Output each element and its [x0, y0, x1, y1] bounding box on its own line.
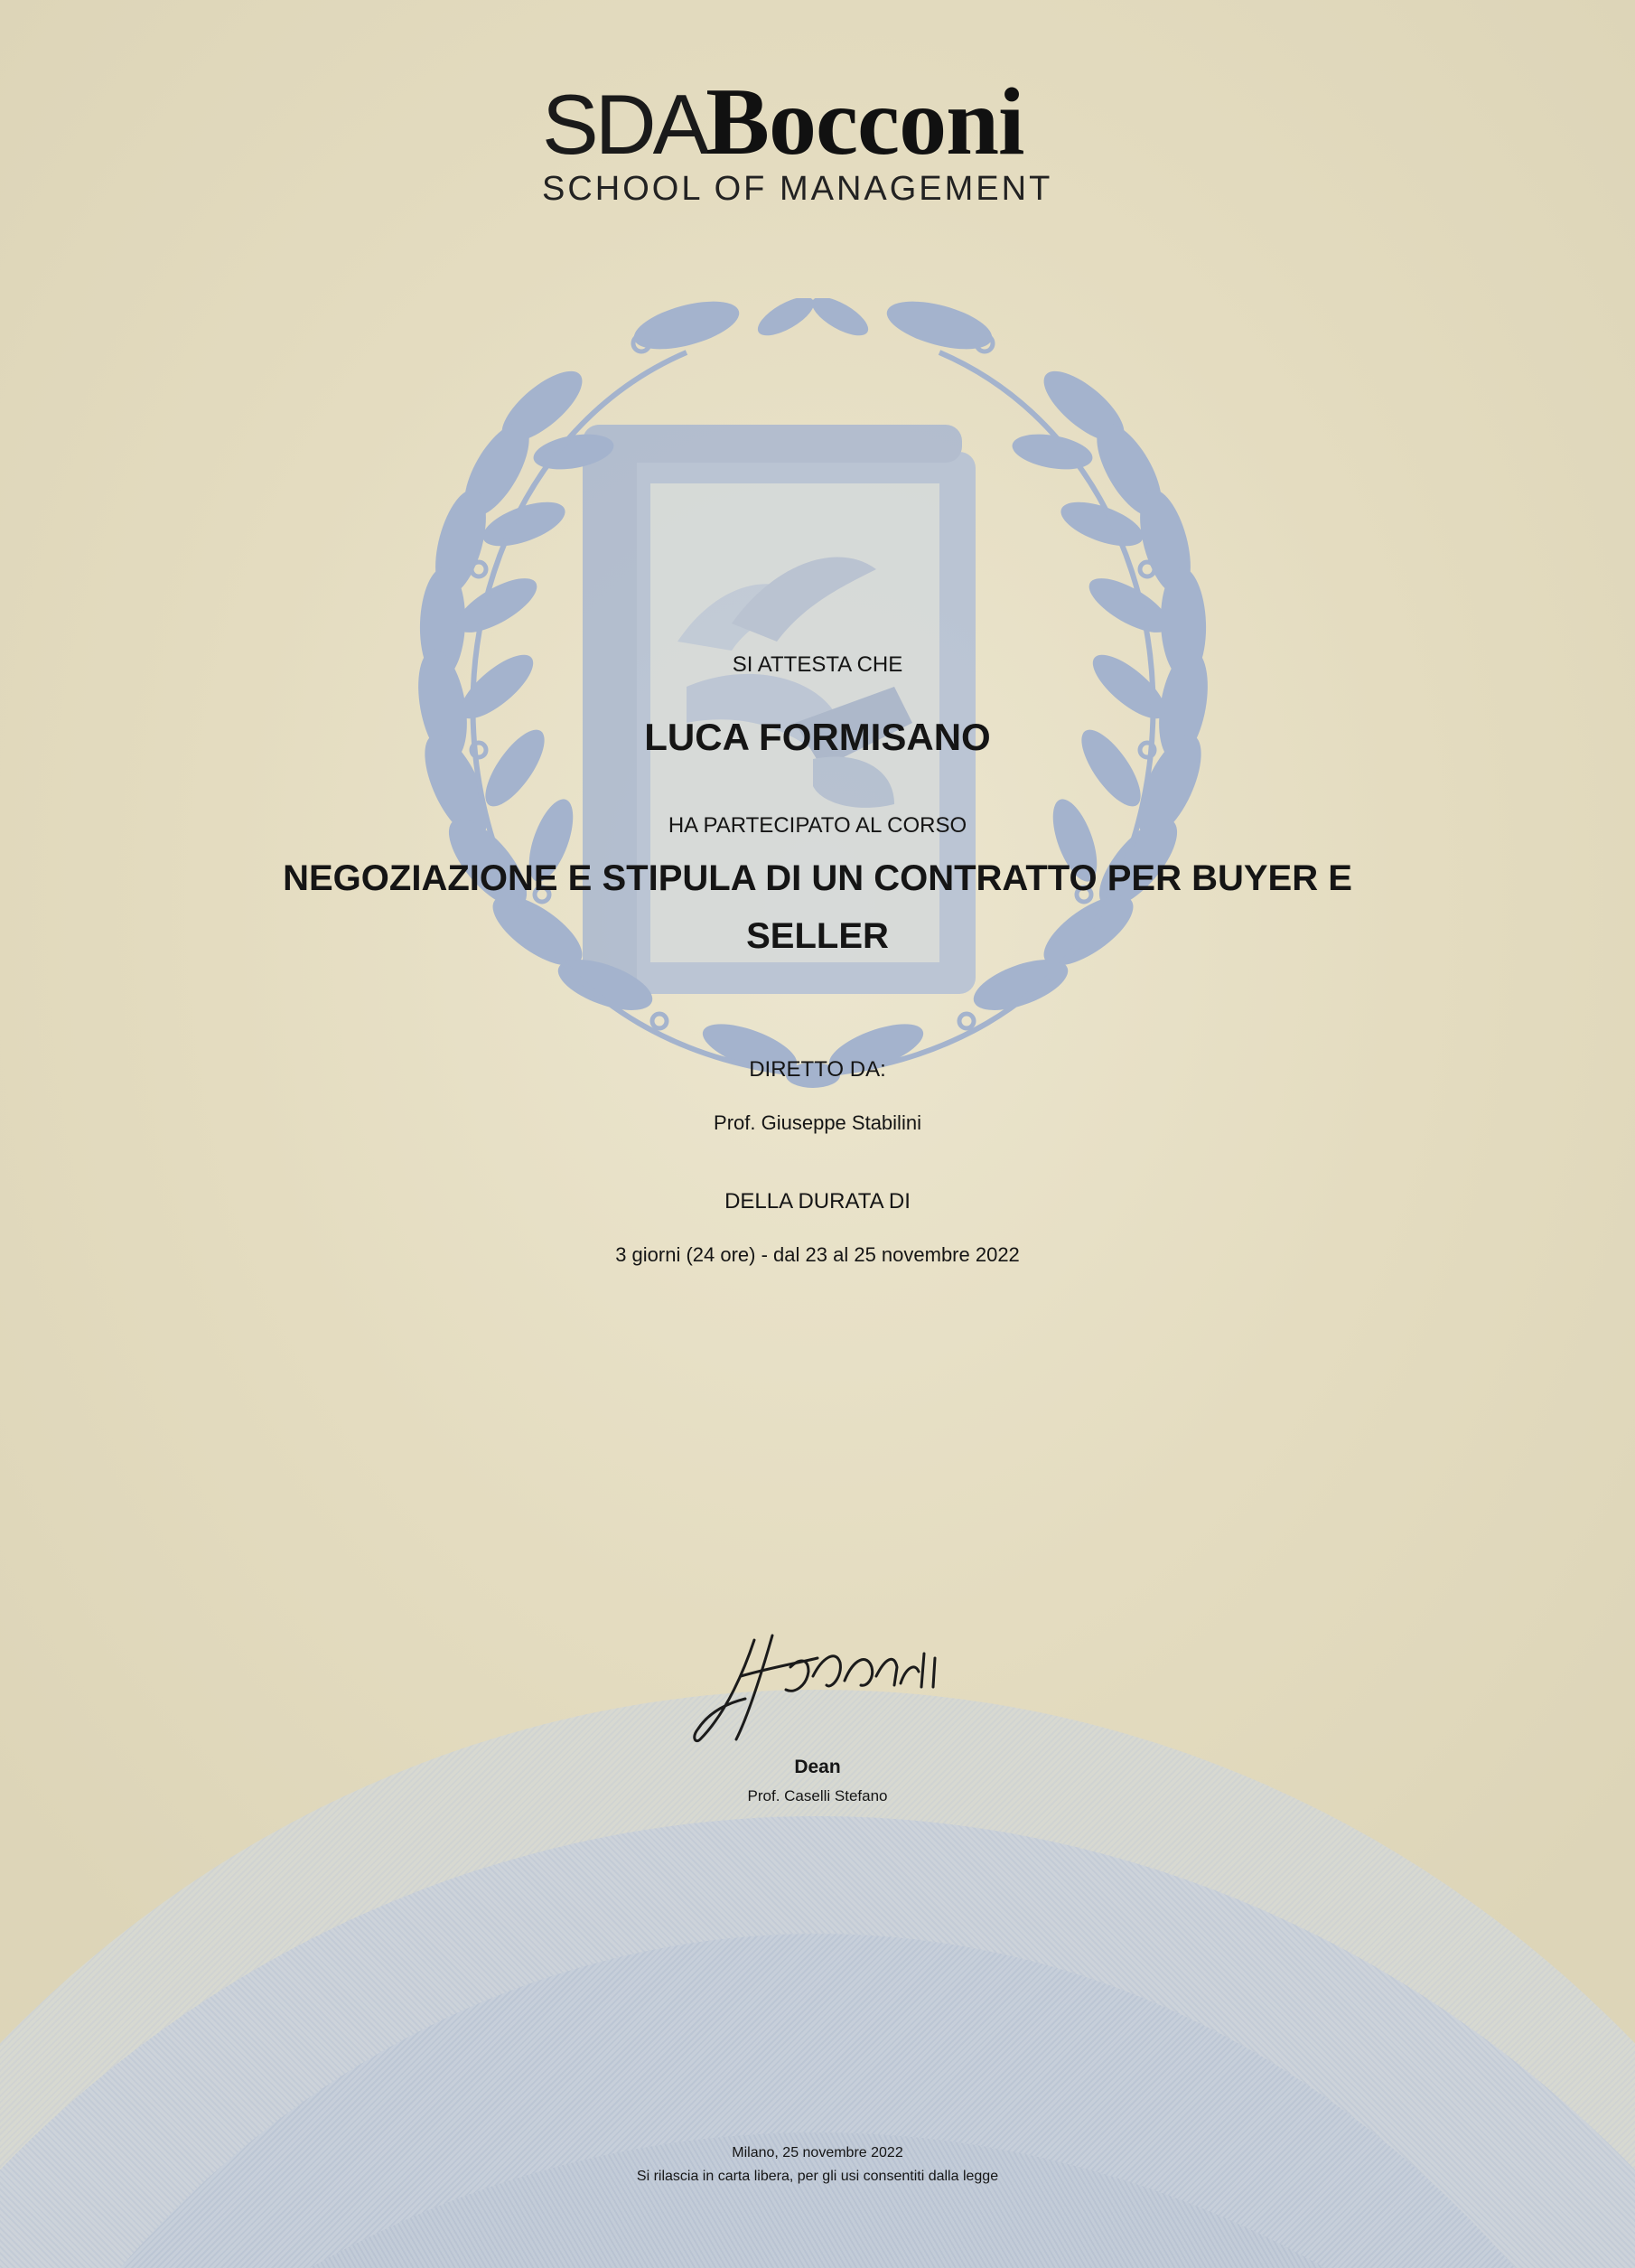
- recipient-name: LUCA FORMISANO: [644, 716, 991, 758]
- signatory-name: Prof. Caselli Stefano: [747, 1787, 888, 1804]
- sda-bocconi-logo: [542, 69, 1084, 209]
- directed-by-label: DIRETTO DA:: [749, 1057, 886, 1082]
- legal-note: Si rilascia in carta libera, per gli usi consentiti dalla legge: [636, 2169, 999, 2184]
- place-date: Milano, 25 novembre 2022: [732, 2145, 903, 2160]
- attest-label: SI ATTESTA CHE: [732, 652, 903, 677]
- duration-value: 3 giorni (24 ore) - dal 23 al 25 novembre 2022: [615, 1243, 1020, 1266]
- dean-signature: [691, 1622, 962, 1748]
- logo-bocconi-text: Bocconi: [705, 69, 1024, 174]
- logo-subtitle: SCHOOL OF MANAGEMENT: [542, 170, 1053, 208]
- director-name: Prof. Giuseppe Stabilini: [714, 1111, 921, 1134]
- signatory-role: Dean: [794, 1757, 841, 1777]
- course-title-line: SELLER: [746, 916, 889, 956]
- laurel-book-emblem: [388, 298, 1238, 1111]
- course-title: [185, 849, 1450, 965]
- logo-sda-text: SDA: [542, 77, 706, 172]
- duration-label: DELLA DURATA DI: [724, 1189, 911, 1214]
- logo-wordmark: [542, 69, 1084, 174]
- course-title-line: NEGOZIAZIONE E STIPULA DI UN CONTRATTO PER BUYER E: [283, 858, 1352, 898]
- participated-label: HA PARTECIPATO AL CORSO: [668, 813, 967, 838]
